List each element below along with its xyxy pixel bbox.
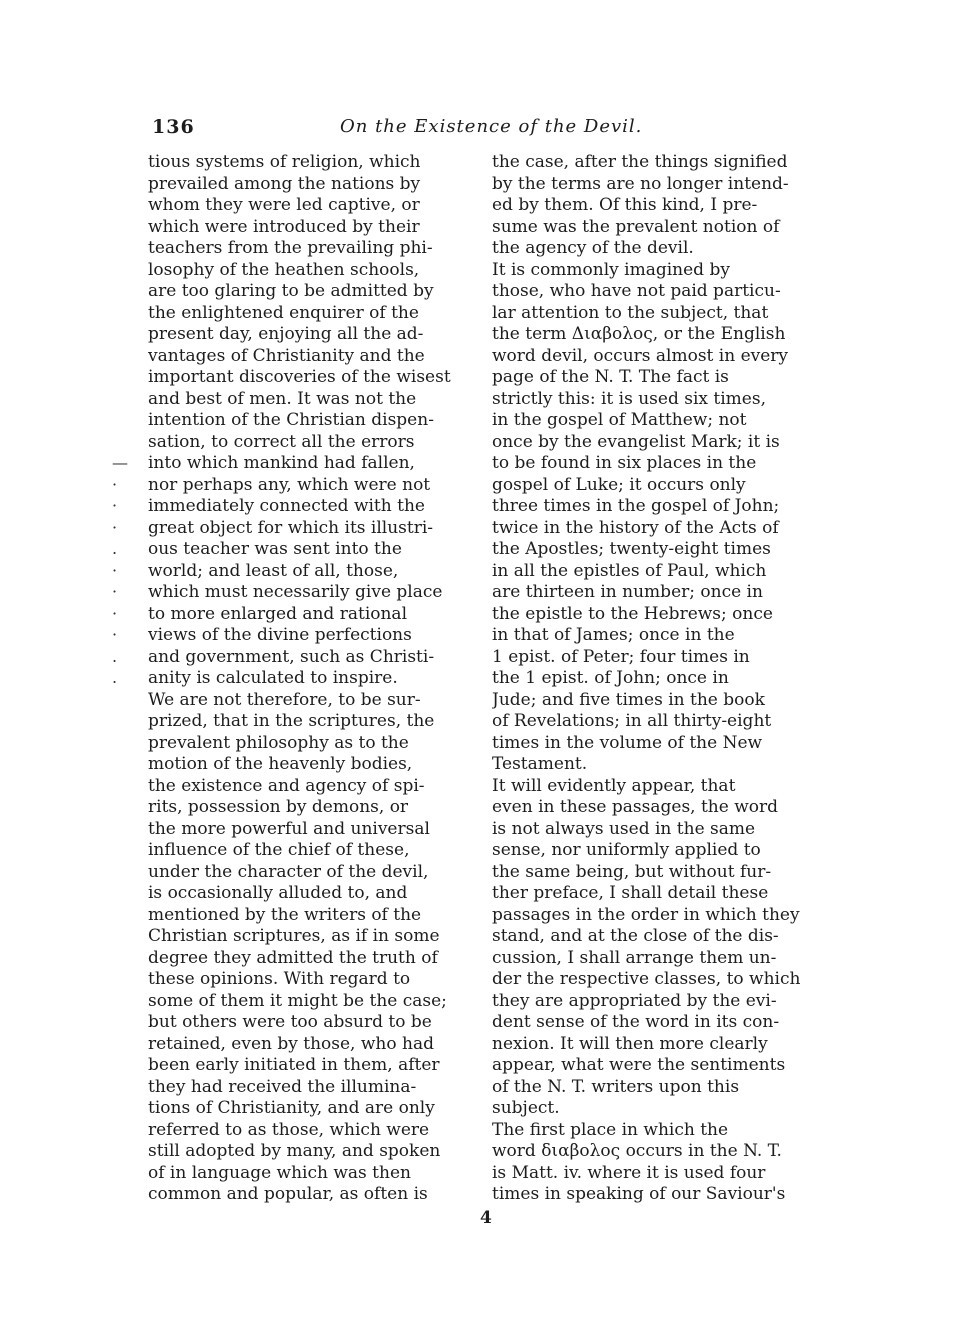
text-line: in the gospel of Matthew; not: [492, 410, 747, 430]
text-line: the epistle to the Hebrews; once: [492, 603, 773, 624]
text-line: whom they were led captive, or: [148, 195, 420, 215]
text-line: 1 epist. of Peter; four times in: [492, 646, 750, 667]
margin-dot: ·: [112, 582, 118, 601]
text-line: word devil, occurs almost in every: [492, 345, 789, 366]
margin-dot: ·: [112, 517, 118, 537]
text-line: mentioned by the writers of the: [148, 904, 422, 925]
text-line: twice in the history of the Acts of: [492, 517, 779, 538]
text-line: the case, after the things signified: [492, 152, 788, 172]
text-line: prevalent philosophy as to the: [148, 732, 409, 753]
catchword: 4: [480, 1208, 492, 1228]
running-header: [140, 116, 820, 142]
text-line: in that of James; once in the: [492, 625, 735, 645]
text-line: some of them it might be the case;: [148, 990, 447, 1011]
text-line: present day, enjoying all the ad-: [148, 324, 424, 344]
text-line: to more enlarged and rational: [148, 603, 408, 624]
margin-dot: ·: [112, 474, 118, 494]
text-line: nor perhaps any, which were not: [148, 474, 431, 495]
text-line: dent sense of the word in its con-: [492, 1012, 780, 1032]
text-line: the more powerful and universal: [148, 818, 430, 839]
text-line: sation, to correct all the errors: [148, 431, 415, 452]
text-line: motion of the heavenly bodies,: [148, 754, 413, 774]
text-line: into which mankind had fallen,: [148, 453, 415, 473]
text-line: which must necessarily give place: [148, 582, 443, 602]
text-line: views of the divine perfections: [148, 625, 412, 645]
text-line: sume was the prevalent notion of: [492, 216, 780, 237]
text-line: page of the N. T. The fact is: [492, 367, 729, 387]
text-line: they are appropriated by the evi-: [492, 990, 777, 1011]
text-line: in all the epistles of Paul, which: [492, 560, 767, 581]
margin-dot: .: [112, 668, 118, 687]
text-line: but others were too absurd to be: [148, 1012, 432, 1032]
text-line: The first place in which the: [492, 1119, 729, 1140]
text-line: losophy of the heathen schools,: [148, 259, 420, 280]
text-line: been early initiated in them, after: [148, 1055, 440, 1075]
text-line: vantages of Christianity and the: [148, 345, 425, 366]
text-line: ther preface, I shall detail these: [492, 883, 769, 903]
text-line: the existence and agency of spi-: [148, 775, 425, 796]
text-line: and government, such as Christi-: [148, 646, 435, 667]
text-line: immediately connected with the: [148, 496, 425, 516]
text-line: ed by them. Of this kind, I pre-: [492, 195, 758, 215]
text-line: referred to as those, which were: [148, 1119, 430, 1140]
text-line: common and popular, as often is: [148, 1184, 428, 1204]
text-line: the enlightened enquirer of the: [148, 302, 419, 323]
text-line: times in speaking of our Saviour's: [492, 1184, 786, 1204]
text-line: rits, possession by demons, or: [148, 797, 409, 817]
text-line: world; and least of all, those,: [148, 560, 399, 581]
text-line: still adopted by many, and spoken: [148, 1141, 441, 1161]
text-line: even in these passages, the word: [492, 797, 779, 817]
text-line: anity is calculated to inspire.: [148, 668, 398, 688]
text-line: by the terms are no longer intend-: [492, 173, 789, 194]
text-line: Testament.: [492, 754, 588, 774]
text-line: the same being, but without fur-: [492, 861, 772, 882]
text-line: subject.: [492, 1098, 560, 1118]
text-line: the term Διαβολος, or the English: [492, 324, 786, 344]
text-line: passages in the order in which they: [492, 904, 800, 925]
text-line: prevailed among the nations by: [148, 173, 421, 194]
text-line: which were introduced by their: [148, 216, 420, 237]
text-line: to be found in six places in the: [492, 453, 757, 473]
text-line: important discoveries of the wisest: [148, 367, 451, 387]
text-line: teachers from the prevailing phi-: [148, 238, 433, 258]
running-title: On the Existence of the Devil.: [340, 116, 643, 137]
text-line: retained, even by those, who had: [148, 1033, 434, 1054]
text-line: Jude; and five times in the book: [492, 689, 765, 710]
text-line: is not always used in the same: [492, 818, 756, 839]
text-line: of the N. T. writers upon this: [492, 1076, 740, 1097]
margin-dot: ·: [112, 603, 118, 623]
text-line: tions of Christianity, and are only: [148, 1098, 435, 1118]
text-line: of Revelations; in all thirty-eight: [492, 711, 772, 731]
margin-dot: ·: [112, 560, 118, 580]
text-line: they had received the illumina-: [148, 1076, 417, 1097]
text-line: is Matt. iv. where it is used four: [492, 1162, 766, 1183]
text-line: gospel of Luke; it occurs only: [492, 474, 746, 495]
text-line: lar attention to the subject, that: [492, 302, 769, 323]
page-number: 136: [152, 116, 195, 138]
text-line: tious systems of religion, which: [148, 152, 421, 172]
text-line: great object for which its illustri-: [148, 517, 434, 538]
text-line: strictly this: it is used six times,: [492, 388, 766, 409]
text-line: It will evidently appear, that: [492, 775, 736, 796]
text-line: nexion. It will then more clearly: [492, 1033, 768, 1054]
text-line: appear, what were the sentiments: [492, 1055, 786, 1075]
text-line: the Apostles; twenty-eight times: [492, 539, 771, 559]
text-line: influence of the chief of these,: [148, 840, 410, 860]
left-column: [148, 152, 484, 1206]
text-line: word διαβολος occurs in the N. T.: [492, 1141, 782, 1161]
margin-dot: .: [112, 539, 118, 558]
text-line: once by the evangelist Mark; it is: [492, 431, 780, 452]
text-line: der the respective classes, to which: [492, 969, 801, 989]
text-line: It is commonly imagined by: [492, 259, 730, 280]
text-line: prized, that in the scriptures, the: [148, 711, 435, 731]
text-line: are thirteen in number; once in: [492, 582, 763, 602]
margin-dash: —: [112, 453, 128, 472]
text-line: those, who have not paid particu-: [492, 281, 781, 301]
right-column: [492, 152, 828, 1206]
text-line: these opinions. With regard to: [148, 969, 411, 989]
margin-dot: ·: [112, 625, 118, 644]
text-line: is occasionally alluded to, and: [148, 883, 408, 903]
margin-marks: [112, 452, 128, 689]
text-line: and best of men. It was not the: [148, 388, 417, 409]
text-line: sense, nor uniformly applied to: [492, 840, 761, 860]
text-line: We are not therefore, to be sur-: [148, 689, 421, 710]
text-line: three times in the gospel of John;: [492, 496, 780, 516]
margin-dot: ·: [112, 496, 118, 515]
text-line: times in the volume of the New: [492, 732, 763, 753]
text-line: ous teacher was sent into the: [148, 539, 402, 559]
text-line: of in language which was then: [148, 1162, 411, 1183]
text-line: degree they admitted the truth of: [148, 947, 438, 968]
text-line: stand, and at the close of the dis-: [492, 926, 779, 946]
text-line: under the character of the devil,: [148, 861, 429, 882]
text-line: the 1 epist. of John; once in: [492, 668, 729, 688]
text-line: Christian scriptures, as if in some: [148, 926, 440, 946]
text-line: are too glaring to be admitted by: [148, 281, 434, 301]
text-line: cussion, I shall arrange them un-: [492, 947, 777, 968]
text-line: intention of the Christian dispen-: [148, 410, 434, 430]
margin-dot: .: [112, 646, 118, 666]
text-line: the agency of the devil.: [492, 238, 694, 258]
